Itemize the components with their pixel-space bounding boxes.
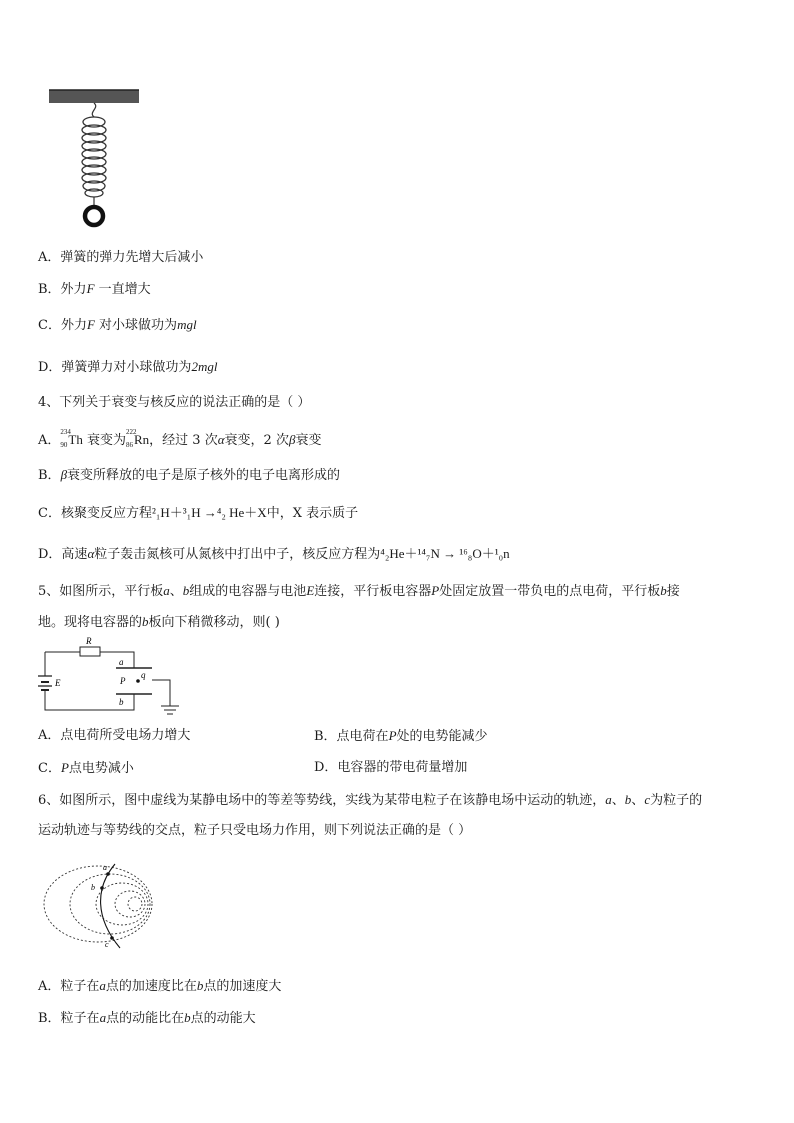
label-q: q <box>141 670 146 680</box>
q3-option-b: B．外力F 一直增大 <box>38 281 151 297</box>
q4-option-d: D．高速α粒子轰击氮核可从氮核中打出中子，核反应方程为⁴₂He＋¹⁴₇N → ¹⁶₈O＋¹₀n <box>38 546 510 562</box>
ceiling-bar <box>49 90 139 103</box>
q4-stem: 4、下列关于衰变与核反应的说法正确的是（ ） <box>38 395 311 410</box>
q3-option-d: D．弹簧弹力对小球做功为2mgl <box>38 359 218 375</box>
q3-option-a: A．弹簧的弹力先增大后减小 <box>38 250 204 265</box>
label-E: E <box>55 678 61 688</box>
q6-stem-line2: 运动轨迹与等势线的交点，粒子只受电场力作用，则下列说法正确的是（ ） <box>38 823 472 838</box>
spring-ball-figure <box>44 84 144 234</box>
q4-option-c: C．核聚变反应方程²₁H＋³₁H →⁴₂ He＋X中，X 表示质子 <box>38 505 359 521</box>
spring-top-wire <box>92 103 95 117</box>
label-b: b <box>91 883 95 892</box>
spring-coil <box>82 117 106 197</box>
label-a: a <box>103 863 107 872</box>
label-c: c <box>105 940 109 949</box>
q4-option-b: B．β衰变所释放的电子是原子核外的电子电离形成的 <box>38 467 341 483</box>
capacitor-circuit-figure <box>36 636 186 722</box>
ball <box>85 207 103 225</box>
particle-trajectory <box>101 864 120 948</box>
label-a: a <box>119 657 124 667</box>
q3-option-c: C．外力F 对小球做功为mgl <box>38 317 197 333</box>
q5-option-d: D．电容器的带电荷量增加 <box>314 760 468 775</box>
q5-option-a: A．点电荷所受电场力增大 <box>38 728 191 743</box>
q6-option-b: B．粒子在a点的动能比在b点的动能大 <box>38 1010 256 1026</box>
q5-stem-line2: 地。现将电容器的b板向下稍微移动，则( ) <box>38 614 280 630</box>
equipotential-outer <box>44 866 152 942</box>
q5-option-c: C．P点电势减小 <box>38 760 134 776</box>
point-charge <box>136 679 140 683</box>
label-b: b <box>119 697 124 707</box>
label-R: R <box>86 636 92 646</box>
equipotential-figure <box>40 858 160 950</box>
label-P: P <box>120 676 126 686</box>
resistor <box>80 647 100 656</box>
q5-option-b: B．点电荷在P处的电势能减少 <box>314 728 488 744</box>
q6-stem-line1: 6、如图所示，图中虚线为某静电场中的等差等势线，实线为某带电粒子在该静电场中运动的轨迹，a、b、c为粒子的 <box>38 792 703 808</box>
q5-stem-line1: 5、如图所示，平行板a、b组成的电容器与电池E连接，平行板电容器P处固定放置一带负电的点电荷，平行板b接 <box>38 583 680 599</box>
q4-option-a: A． 234 90 Th 衰变为 222 86 Rn，经过 3 次α衰变，2 次β衰变 <box>38 428 322 449</box>
q6-option-a: A．粒子在a点的加速度比在b点的加速度大 <box>38 978 282 994</box>
